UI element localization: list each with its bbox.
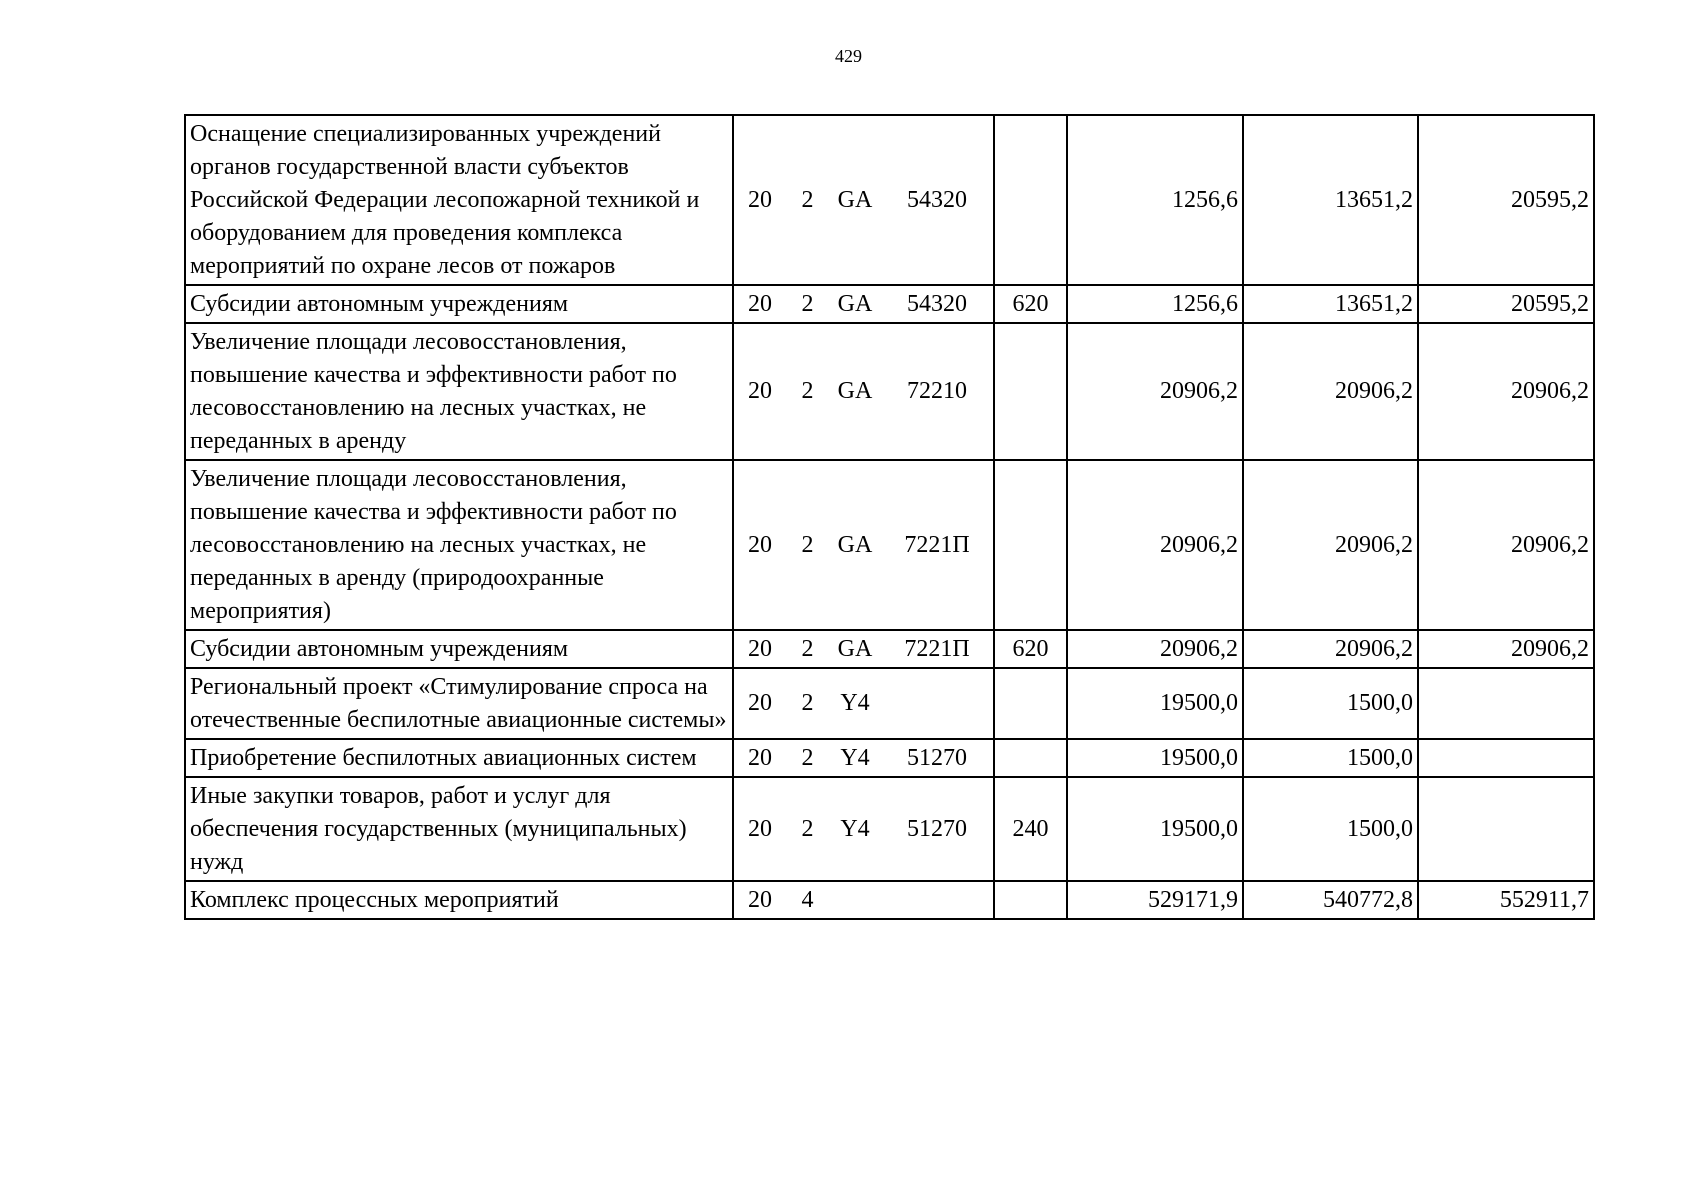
page-number: 429 [835,46,862,66]
code-subprogram: 2 [801,815,814,842]
code-program: 20 [748,290,772,317]
code-project: Y4 [840,815,870,842]
table-row [185,739,1594,777]
row-codes [733,285,994,323]
row-codes [733,460,994,630]
code-project: GA [837,378,873,404]
code-group [734,288,993,321]
row-codes [733,323,994,460]
code-program: 20 [748,531,772,558]
code-subprogram: 2 [801,290,814,317]
row-amount-year-1: 20906,2 [1067,460,1243,630]
table-row [185,777,1594,881]
code-group [734,687,993,720]
row-expense-type [994,115,1067,285]
table-row [185,323,1594,460]
row-codes [733,630,994,668]
row-amount-year-1: 1256,6 [1067,115,1243,285]
row-name: Субсидии автономным учреждениям [185,630,733,668]
row-expense-type [994,739,1067,777]
row-amount-year-1: 1256,6 [1067,285,1243,323]
row-amount-year-1: 19500,0 [1067,739,1243,777]
table-row [185,668,1594,739]
row-amount-year-2: 13651,2 [1243,115,1418,285]
code-program: 20 [748,815,772,842]
row-amount-year-3: 20906,2 [1418,460,1594,630]
code-project: Y4 [840,690,870,716]
budget-table-body [185,115,1594,919]
code-program: 20 [748,378,772,404]
row-amount-year-2: 1500,0 [1243,668,1418,739]
code-direction: 51270 [907,815,967,842]
code-subprogram: 2 [801,378,814,404]
code-direction: 7221П [904,531,970,558]
table-row [185,115,1594,285]
table-row [185,285,1594,323]
row-codes [733,739,994,777]
row-expense-type: 620 [994,630,1067,668]
row-amount-year-2: 1500,0 [1243,739,1418,777]
row-amount-year-2: 1500,0 [1243,777,1418,881]
table-row [185,630,1594,668]
row-amount-year-1: 19500,0 [1067,668,1243,739]
code-subprogram: 2 [801,635,814,662]
row-expense-type: 240 [994,777,1067,881]
row-amount-year-1: 20906,2 [1067,630,1243,668]
row-amount-year-2: 20906,2 [1243,460,1418,630]
code-group [734,742,993,775]
code-program: 20 [748,744,772,771]
code-subprogram: 2 [801,690,814,716]
code-project: GA [837,531,873,558]
row-amount-year-3: 20595,2 [1418,115,1594,285]
row-expense-type [994,668,1067,739]
code-direction: 51270 [907,744,967,771]
row-name: Комплекс процессных мероприятий [185,881,733,919]
row-expense-type [994,881,1067,919]
row-amount-year-3: 552911,7 [1418,881,1594,919]
code-program: 20 [748,690,772,716]
code-group [734,884,993,917]
row-amount-year-3 [1418,739,1594,777]
row-codes [733,777,994,881]
row-name: Оснащение специализированных учреждений органов государственной власти субъектов Российской Федерации лесопожарной техникой и оборудованием для проведения комплекса мероприятий по охране лесов от пожаров [185,115,733,285]
row-amount-year-3: 20906,2 [1418,630,1594,668]
code-project: GA [837,635,873,662]
row-amount-year-3 [1418,777,1594,881]
code-program: 20 [748,886,772,913]
row-name: Субсидии автономным учреждениям [185,285,733,323]
row-amount-year-2: 540772,8 [1243,881,1418,919]
row-amount-year-3: 20906,2 [1418,323,1594,460]
row-name: Увеличение площади лесовосстановления, повышение качества и эффективности работ по лесовосстановлению на лесных участках, не переданных в аренду (природоохранные мероприятия) [185,460,733,630]
code-subprogram: 2 [801,186,814,213]
row-amount-year-3: 20595,2 [1418,285,1594,323]
row-name: Приобретение беспилотных авиационных систем [185,739,733,777]
row-name: Иные закупки товаров, работ и услуг для обеспечения государственных (муниципальных) нужд [185,777,733,881]
code-subprogram: 2 [801,744,814,771]
row-name: Региональный проект «Стимулирование спроса на отечественные беспилотные авиационные системы» [185,668,733,739]
code-project: GA [837,290,873,317]
code-group [734,184,993,217]
row-codes [733,881,994,919]
budget-table [184,114,1595,920]
code-program: 20 [748,635,772,662]
row-expense-type [994,323,1067,460]
row-amount-year-1: 19500,0 [1067,777,1243,881]
row-codes [733,115,994,285]
table-row [185,460,1594,630]
row-amount-year-1: 529171,9 [1067,881,1243,919]
row-codes [733,668,994,739]
row-amount-year-2: 20906,2 [1243,323,1418,460]
table-row [185,881,1594,919]
code-group [734,633,993,666]
row-amount-year-1: 20906,2 [1067,323,1243,460]
row-amount-year-3 [1418,668,1594,739]
row-amount-year-2: 20906,2 [1243,630,1418,668]
code-project: Y4 [840,744,870,771]
code-direction: 54320 [907,290,967,317]
row-expense-type [994,460,1067,630]
row-name: Увеличение площади лесовосстановления, повышение качества и эффективности работ по лесовосстановлению на лесных участках, не переданных в аренду [185,323,733,460]
row-expense-type: 620 [994,285,1067,323]
code-subprogram: 4 [801,886,814,913]
code-group [734,375,993,408]
code-direction: 7221П [904,635,970,662]
code-project: GA [837,186,873,213]
code-subprogram: 2 [801,531,814,558]
code-direction: 72210 [907,378,967,404]
row-amount-year-2: 13651,2 [1243,285,1418,323]
code-program: 20 [748,186,772,213]
code-group [734,813,993,846]
code-group [734,529,993,562]
code-direction: 54320 [907,186,967,213]
